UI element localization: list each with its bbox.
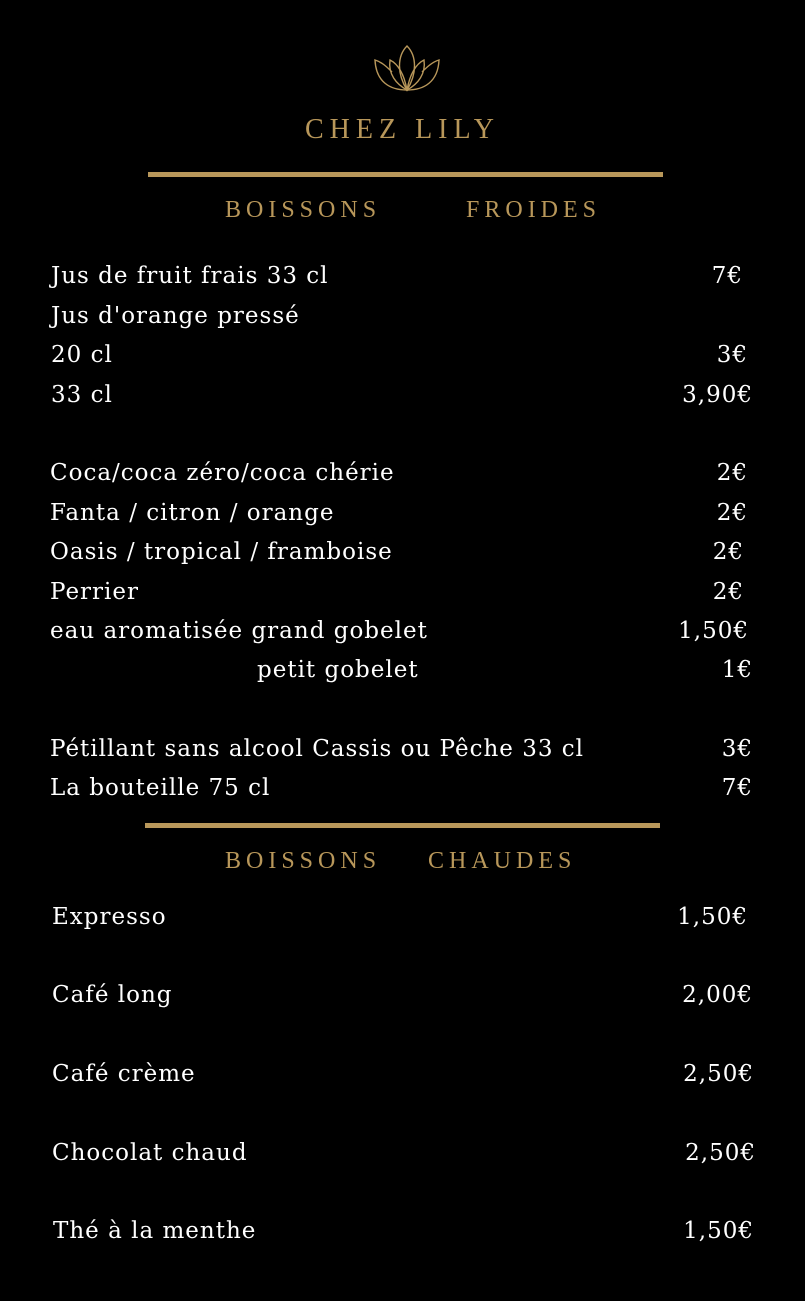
section-heading-cold-right: FROIDES — [466, 197, 602, 223]
menu-item-label: Expresso — [52, 904, 167, 930]
menu-item-price: 1,50€ — [678, 618, 749, 644]
menu-item-label: La bouteille 75 cl — [50, 775, 271, 801]
menu-item-price: 7€ — [721, 775, 753, 801]
section-heading-hot-right: CHAUDES — [428, 848, 577, 874]
menu-item-label: Fanta / citron / orange — [50, 500, 335, 526]
divider-top — [148, 172, 663, 177]
menu-item-label: Thé à la menthe — [53, 1218, 257, 1244]
menu-item-label: Café crème — [52, 1061, 196, 1087]
menu-item-label: 20 cl — [51, 342, 113, 368]
menu-item-price: 1€ — [721, 657, 753, 683]
menu-item-price: 1,50€ — [677, 904, 748, 930]
menu-item-label: Chocolat chaud — [52, 1140, 248, 1166]
menu-item-price: 2,00€ — [682, 982, 753, 1008]
menu-item-price: 3€ — [716, 342, 748, 368]
menu-item-label: eau aromatisée grand gobelet — [50, 618, 428, 644]
menu-item-price: 2€ — [712, 579, 744, 605]
divider-middle — [145, 823, 660, 828]
menu-item-label: Oasis / tropical / framboise — [50, 539, 393, 565]
menu-item-price: 2,50€ — [683, 1061, 754, 1087]
menu-item-label: Perrier — [50, 579, 140, 605]
menu-item-label: Coca/coca zéro/coca chérie — [50, 460, 395, 486]
menu-item-price: 3,90€ — [682, 382, 753, 408]
section-heading-cold-left: BOISSONS — [225, 197, 382, 223]
restaurant-name: CHEZ LILY — [304, 114, 501, 145]
section-heading-hot-left: BOISSONS — [225, 848, 382, 874]
menu-item-label: Jus d'orange pressé — [51, 303, 300, 329]
menu-item-price: 3€ — [721, 736, 753, 762]
menu-item-price: 2,50€ — [685, 1140, 756, 1166]
menu-item-label: 33 cl — [51, 382, 113, 408]
menu-item-label: Jus de fruit frais 33 cl — [51, 263, 329, 289]
menu-item-price: 2€ — [716, 500, 748, 526]
menu-item-price: 7€ — [711, 263, 743, 289]
menu-item-label: petit gobelet — [257, 657, 419, 683]
menu-item-price: 2€ — [712, 539, 744, 565]
menu-item-price: 2€ — [716, 460, 748, 486]
lotus-icon — [372, 42, 442, 94]
menu-item-label: Pétillant sans alcool Cassis ou Pêche 33 cl — [50, 736, 585, 762]
menu-item-label: Café long — [52, 982, 173, 1008]
menu-item-price: 1,50€ — [683, 1218, 754, 1244]
